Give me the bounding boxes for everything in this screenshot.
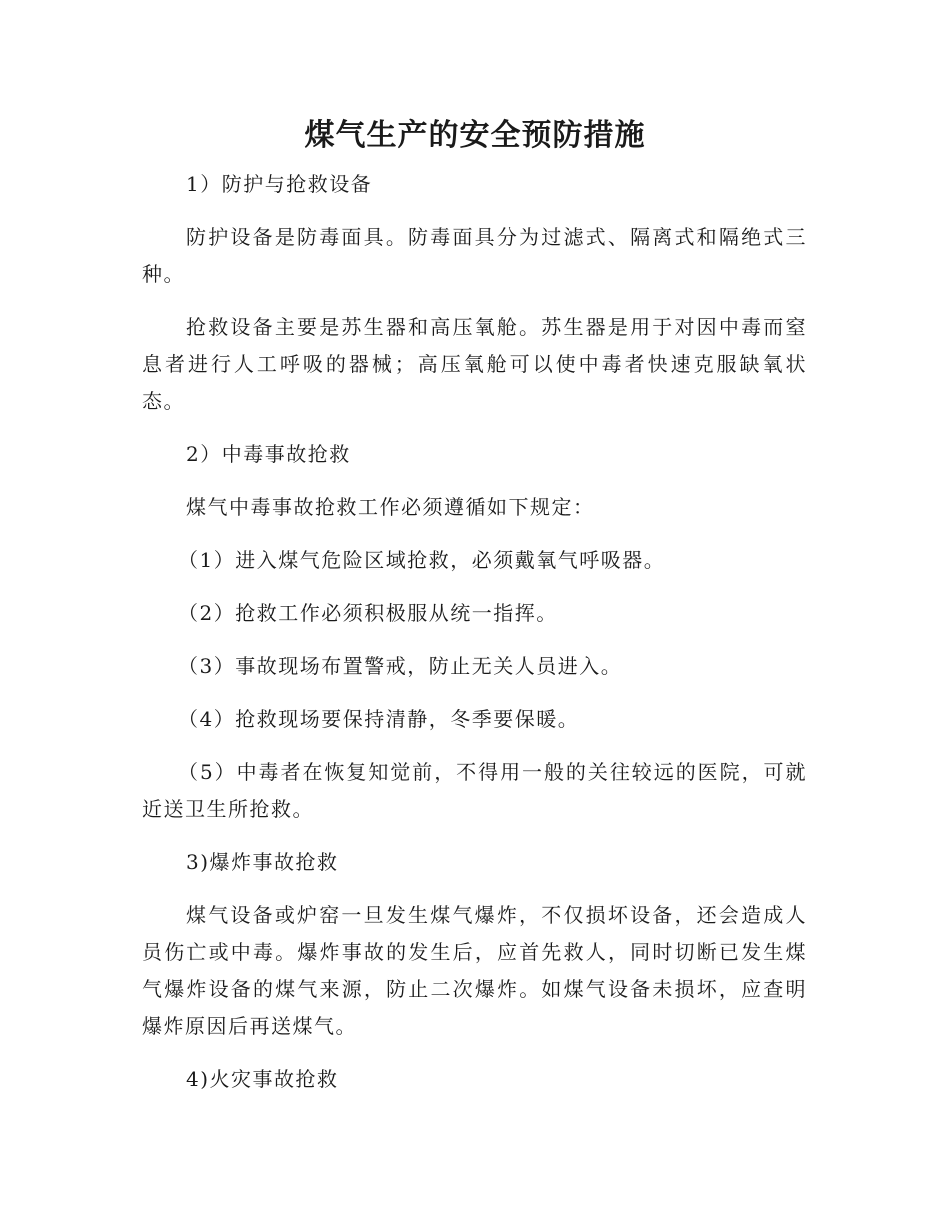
paragraph-gap — [142, 579, 807, 595]
paragraph-gap — [142, 685, 807, 701]
paragraph-rescue-equipment: 抢救设备主要是苏生器和高压氧舱。苏生器是用于对因中毒而窒息者进行人工呼吸的器械；高压氧舱可以使中毒者快速克服缺氧状态。 — [142, 315, 807, 413]
paragraph-protective-equipment: 防护设备是防毒面具。防毒面具分为过滤式、隔离式和隔绝式三种。 — [142, 225, 807, 286]
section-heading-2: 2）中毒事故抢救 — [186, 442, 351, 466]
paragraph-gap — [142, 420, 807, 436]
paragraph-gap — [142, 828, 807, 844]
paragraph-rescue-rules: 煤气中毒事故抢救工作必须遵循如下规定： — [186, 495, 595, 519]
paragraph-gap — [142, 738, 807, 754]
document-body — [142, 166, 807, 1098]
paragraph-gap — [142, 293, 807, 309]
paragraph-gap — [142, 1045, 807, 1061]
paragraph-explosion-rescue: 煤气设备或炉窑一旦发生煤气爆炸，不仅损坏设备，还会造成人员伤亡或中毒。爆炸事故的发生后，应首先救人，同时切断已发生煤气爆炸设备的煤气来源，防止二次爆炸。如煤气设备未损坏，应查明爆炸原因后再送煤气。 — [142, 903, 807, 1038]
list-item-rule-2: （2）抢救工作必须积极服从统一指挥。 — [178, 601, 558, 625]
list-item-rule-1: （1）进入煤气危险区域抢救，必须戴氧气呼吸器。 — [178, 548, 666, 572]
paragraph-gap — [142, 632, 807, 648]
section-heading-3: 3)爆炸事故抢救 — [186, 850, 339, 874]
list-item-rule-3: （3）事故现场布置警戒，防止无关人员进入。 — [178, 654, 623, 678]
paragraph-gap — [142, 881, 807, 897]
section-heading-1: 1）防护与抢救设备 — [186, 172, 373, 196]
paragraph-gap — [142, 203, 807, 219]
page-title: 煤气生产的安全预防措施 — [304, 118, 646, 153]
paragraph-gap — [142, 526, 807, 542]
paragraph-gap — [142, 473, 807, 489]
list-item-rule-4: （4）抢救现场要保持清静，冬季要保暖。 — [178, 707, 580, 731]
section-heading-4: 4)火灾事故抢救 — [186, 1067, 339, 1091]
list-item-rule-5: （5）中毒者在恢复知觉前，不得用一般的关往较远的医院，可就近送卫生所抢救。 — [142, 760, 807, 821]
